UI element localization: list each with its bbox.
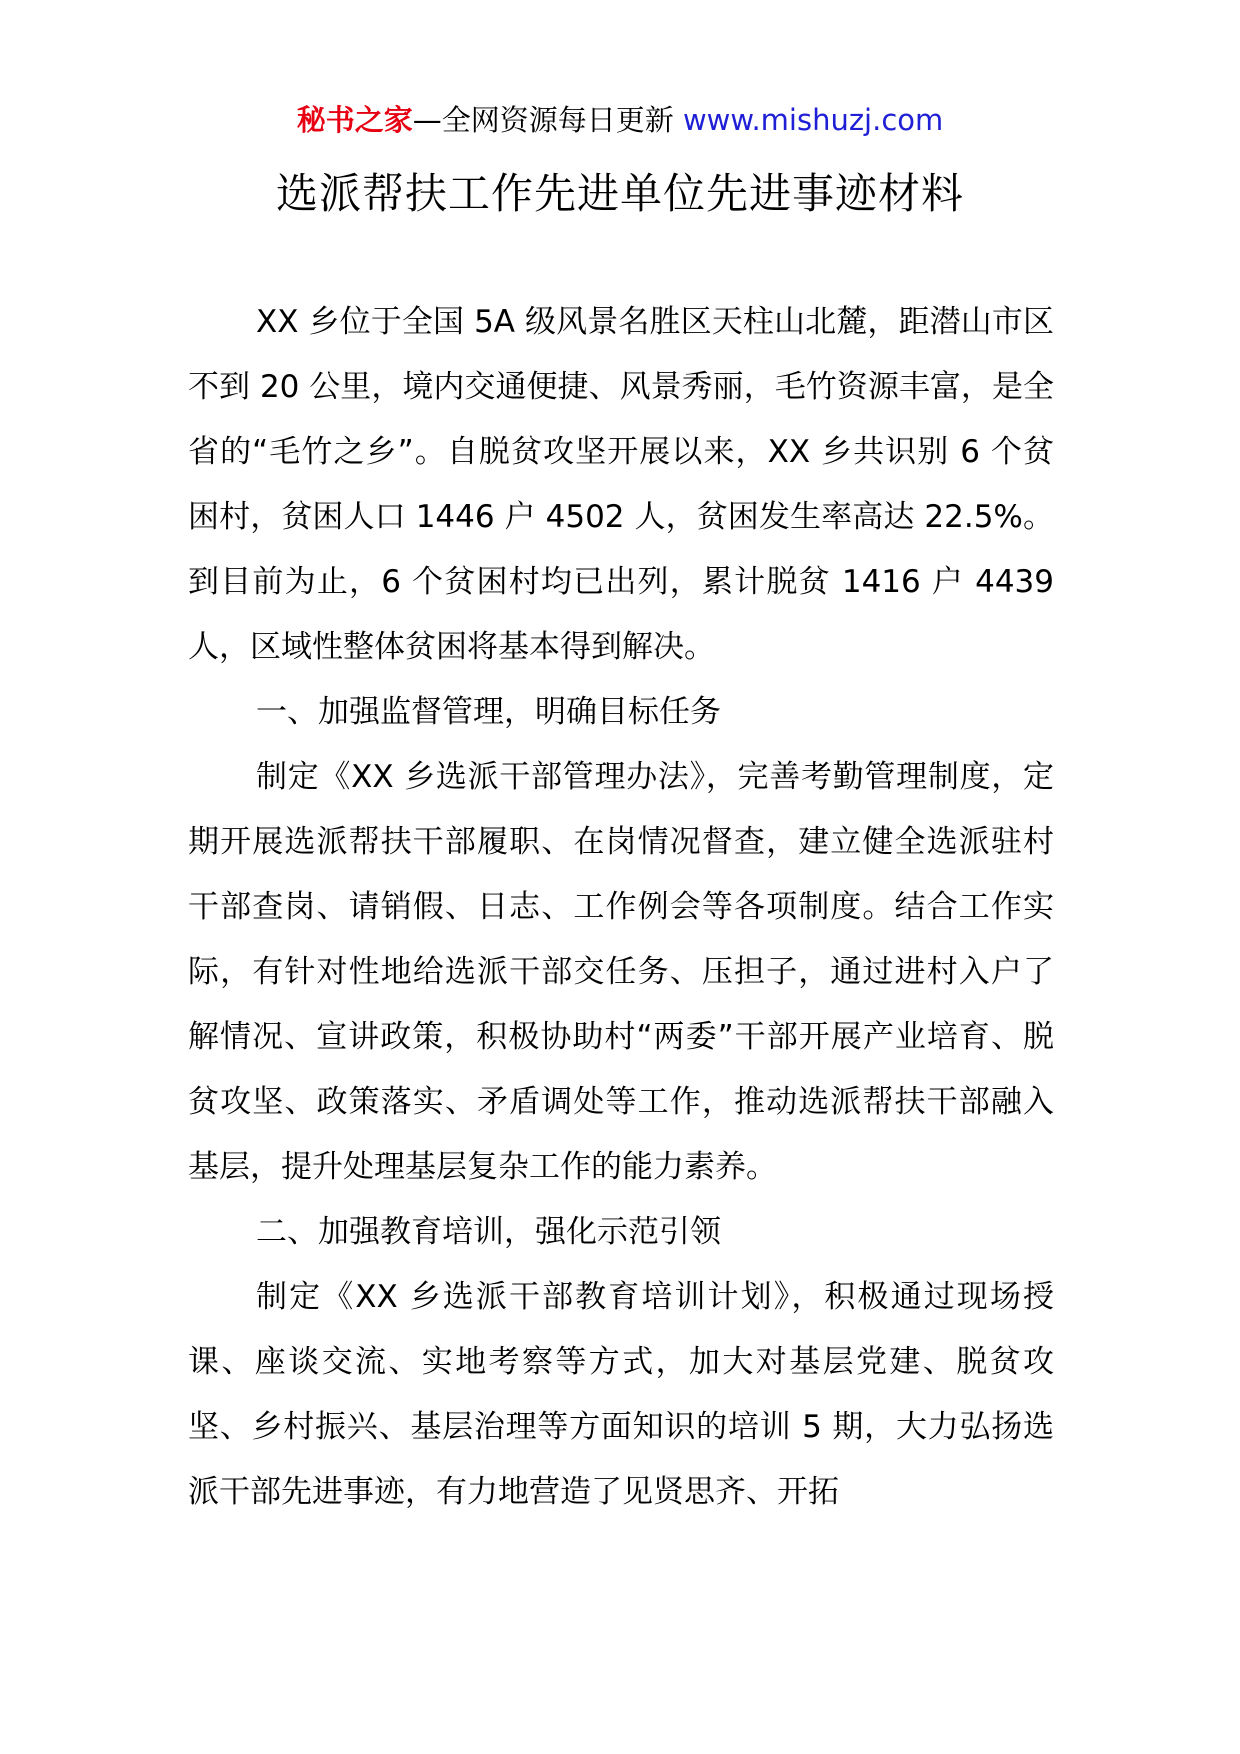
section-heading-1: 一、加强监督管理，明确目标任务 [256,694,721,730]
header-tagline: —全网资源每日更新 [412,103,674,137]
site-header [0,100,1240,140]
paragraph-section-2: 制定《XX 乡选派干部教育培训计划》，积极通过现场授课、座谈交流、实地考察等方式，加大对基层党建、脱贫攻坚、乡村振兴、基层治理等方面知识的培训 5 期，大力弘扬选派干部先进事迹，有力地营造了见贤思齐、开拓 [188,1279,1054,1510]
document-body [188,290,1054,1525]
brand-name: 秘书之家 [296,103,413,137]
site-url-link[interactable]: www.mishuzj.com [682,103,944,137]
paragraph-section-1: 制定《XX 乡选派干部管理办法》，完善考勤管理制度，定期开展选派帮扶干部履职、在岗情况督查，建立健全选派驻村干部查岗、请销假、日志、工作例会等各项制度。结合工作实际，有针对性地给选派干部交任务、压担子，通过进村入户了解情况、宣讲政策，积极协助村“两委”干部开展产业培育、脱贫攻坚、政策落实、矛盾调处等工作，推动选派帮扶干部融入基层，提升处理基层复杂工作的能力素养。 [188,759,1054,1185]
paragraph-intro: XX 乡位于全国 5A 级风景名胜区天柱山北麓，距潜山市区不到 20 公里，境内交通便捷、风景秀丽，毛竹资源丰富，是全省的“毛竹之乡”。自脱贫攻坚开展以来，XX 乡共识别 6 个贫困村，贫困人口 1446 户 4502 人，贫困发生率高达 22.5%。到目前为止，6 个贫困村均已出列，累计脱贫 1416 户 4439 人，区域性整体贫困将基本得到解决。 [188,304,1054,665]
document-title: 选派帮扶工作先进单位先进事迹材料 [275,169,964,218]
section-heading-2: 二、加强教育培训，强化示范引领 [256,1214,721,1250]
